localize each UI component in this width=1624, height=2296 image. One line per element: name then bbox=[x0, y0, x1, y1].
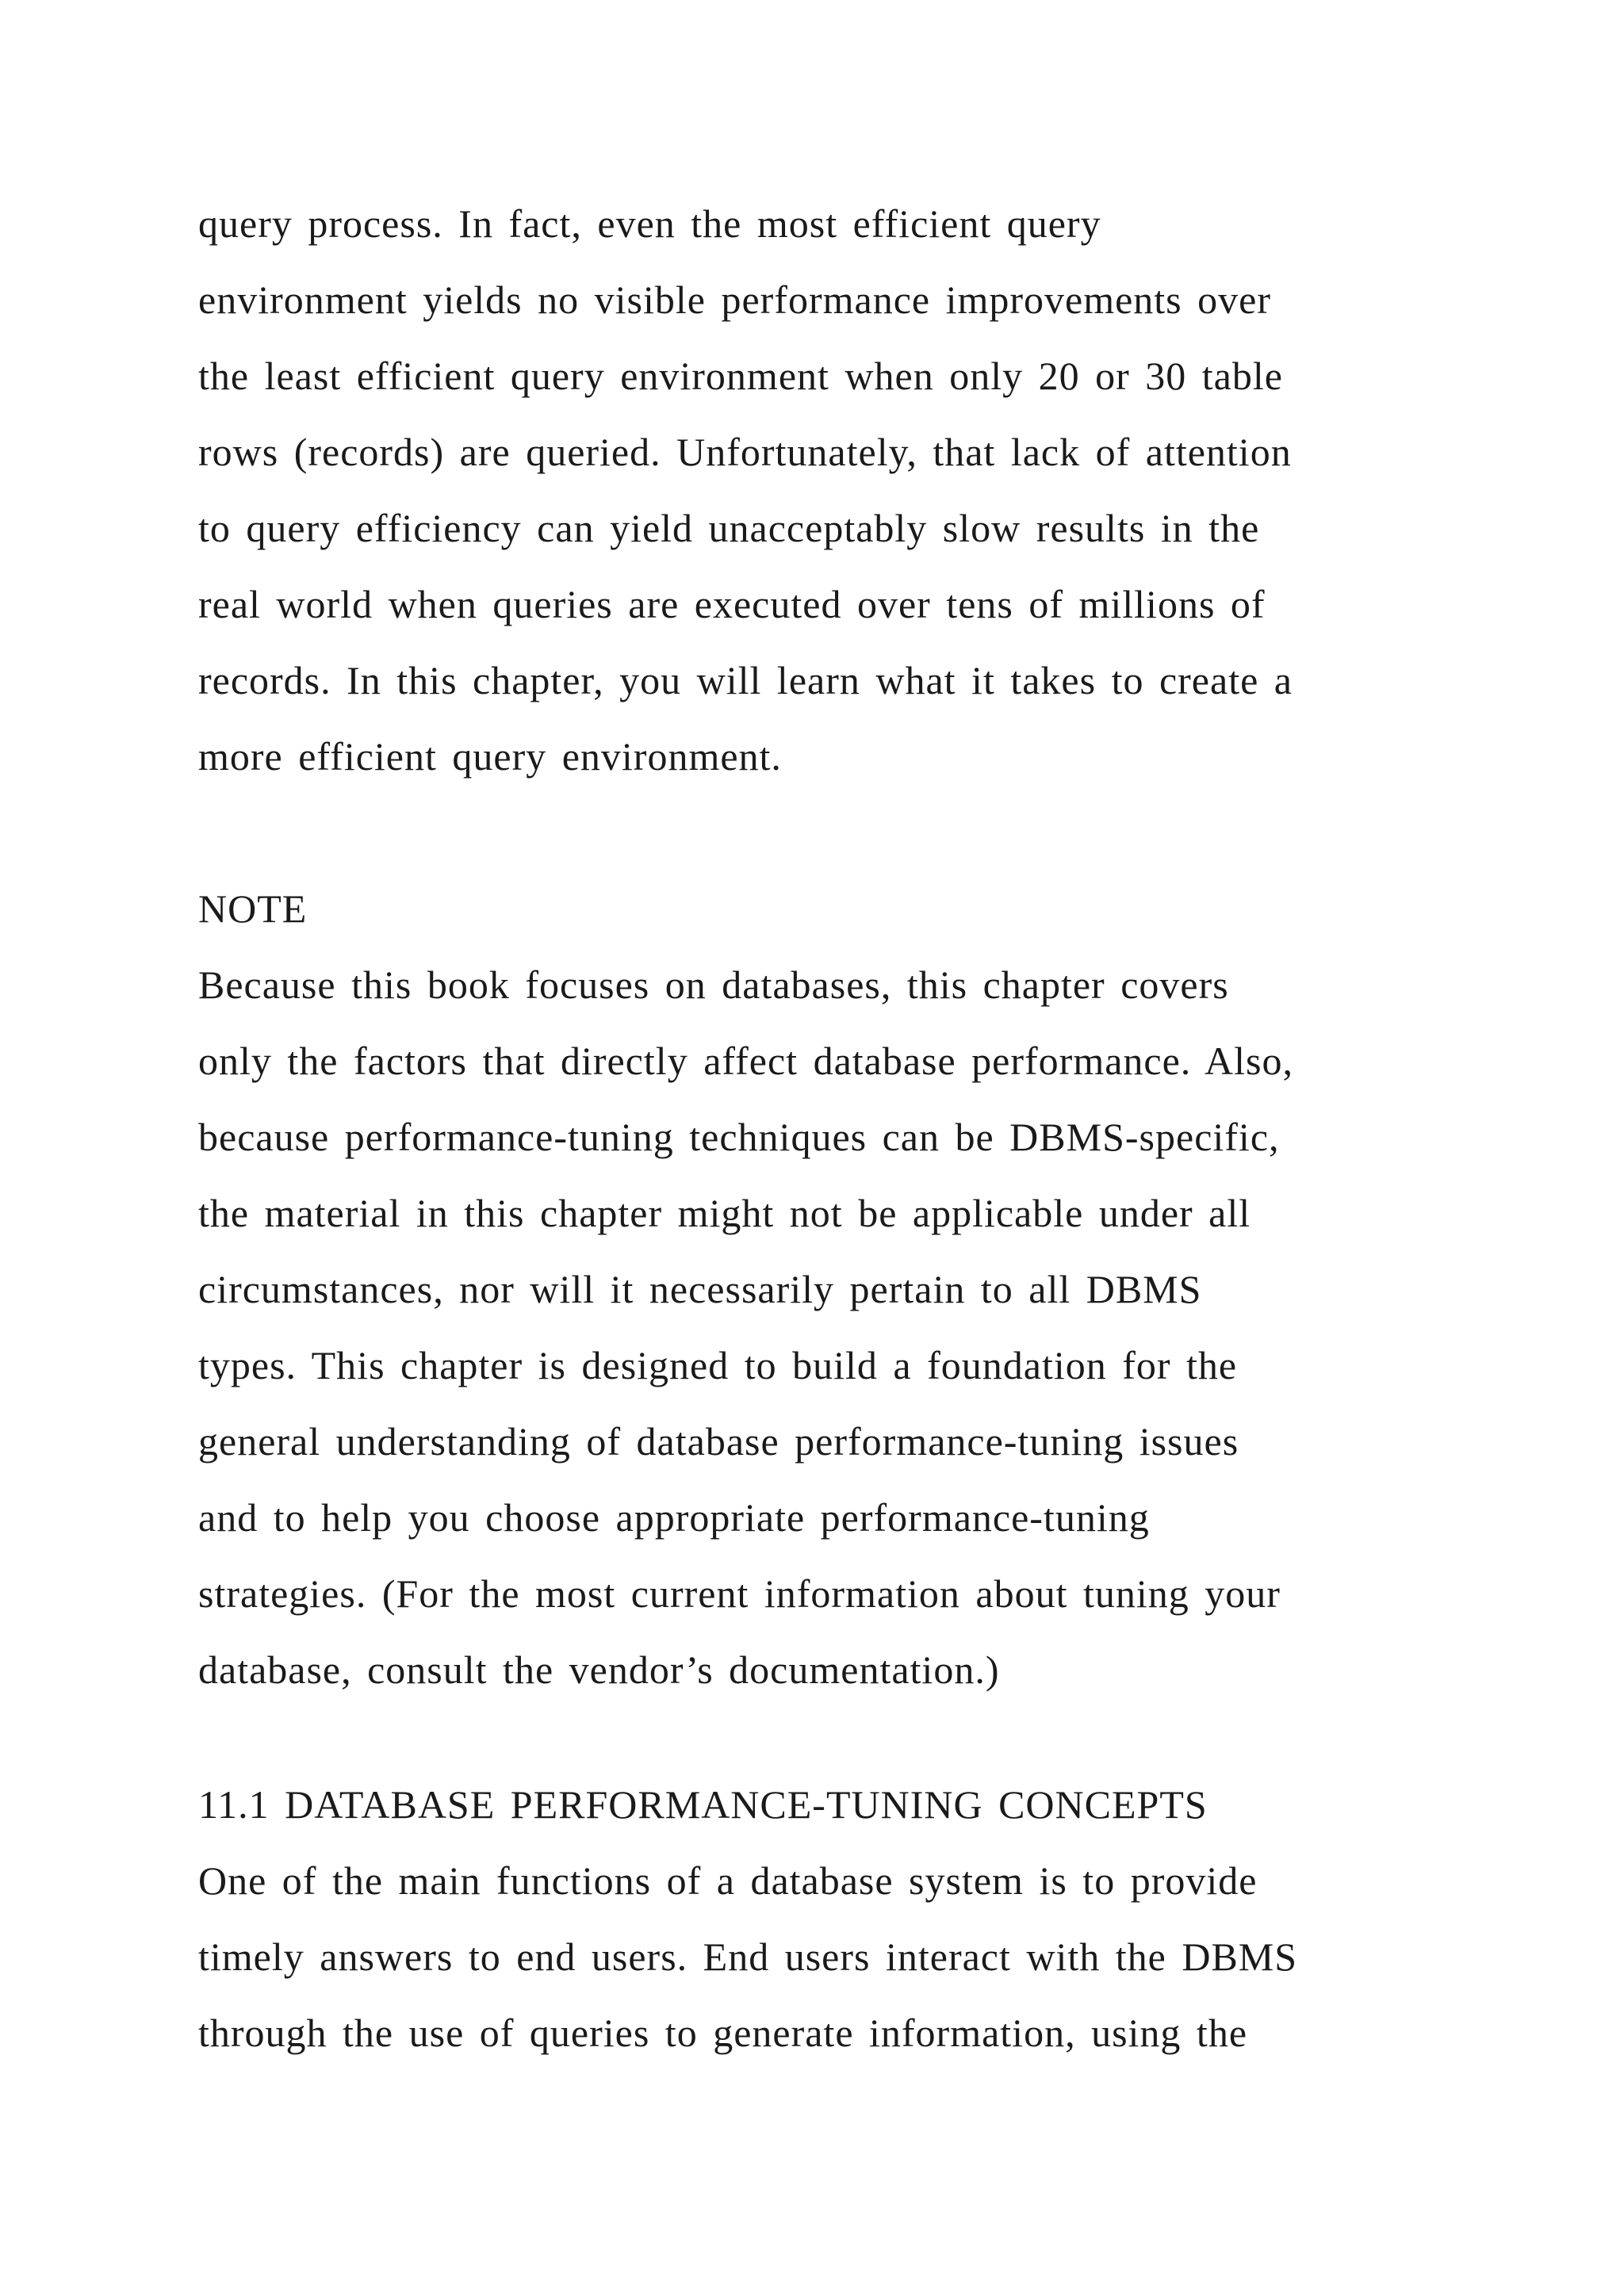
text-line: to query efficiency can yield unacceptably slow results in the bbox=[198, 506, 1260, 550]
text-line: and to help you choose appropriate performance-tuning bbox=[198, 1495, 1150, 1540]
note-block bbox=[198, 871, 1467, 1708]
text-line: through the use of queries to generate information, using the bbox=[198, 2011, 1248, 2055]
section-11-1 bbox=[198, 1766, 1467, 2071]
text-line: query process. In fact, even the most efficient query bbox=[198, 201, 1101, 246]
text-line: general understanding of database performance-tuning issues bbox=[198, 1419, 1239, 1464]
text-line: the least efficient query environment when only 20 or 30 table bbox=[198, 354, 1283, 398]
text-line: types. This chapter is designed to build a foundation for the bbox=[198, 1343, 1238, 1387]
text-line: environment yields no visible performance improvements over bbox=[198, 277, 1271, 322]
intro-paragraph bbox=[198, 186, 1467, 794]
text-line: timely answers to end users. End users interact with the DBMS bbox=[198, 1934, 1298, 1979]
text-line: because performance-tuning techniques can be DBMS-specific, bbox=[198, 1115, 1280, 1159]
text-line: Because this book focuses on databases, this chapter covers bbox=[198, 962, 1229, 1007]
text-line: One of the main functions of a database system is to provide bbox=[198, 1858, 1258, 1903]
text-line: database, consult the vendor’s documentation.) bbox=[198, 1647, 1000, 1692]
text-line: circumstances, nor will it necessarily pertain to all DBMS bbox=[198, 1267, 1202, 1311]
note-heading: NOTE bbox=[198, 886, 308, 931]
section-heading: 11.1 DATABASE PERFORMANCE-TUNING CONCEPTS bbox=[198, 1782, 1208, 1827]
text-line: the material in this chapter might not be applicable under all bbox=[198, 1191, 1251, 1235]
text-line: more efficient query environment. bbox=[198, 734, 782, 779]
text-line: rows (records) are queried. Unfortunately, that lack of attention bbox=[198, 430, 1292, 474]
text-line: strategies. (For the most current information about tuning your bbox=[198, 1571, 1281, 1616]
text-line: real world when queries are executed over tens of millions of bbox=[198, 582, 1266, 626]
text-line: records. In this chapter, you will learn what it takes to create a bbox=[198, 658, 1293, 702]
text-line: only the factors that directly affect database performance. Also, bbox=[198, 1039, 1293, 1083]
